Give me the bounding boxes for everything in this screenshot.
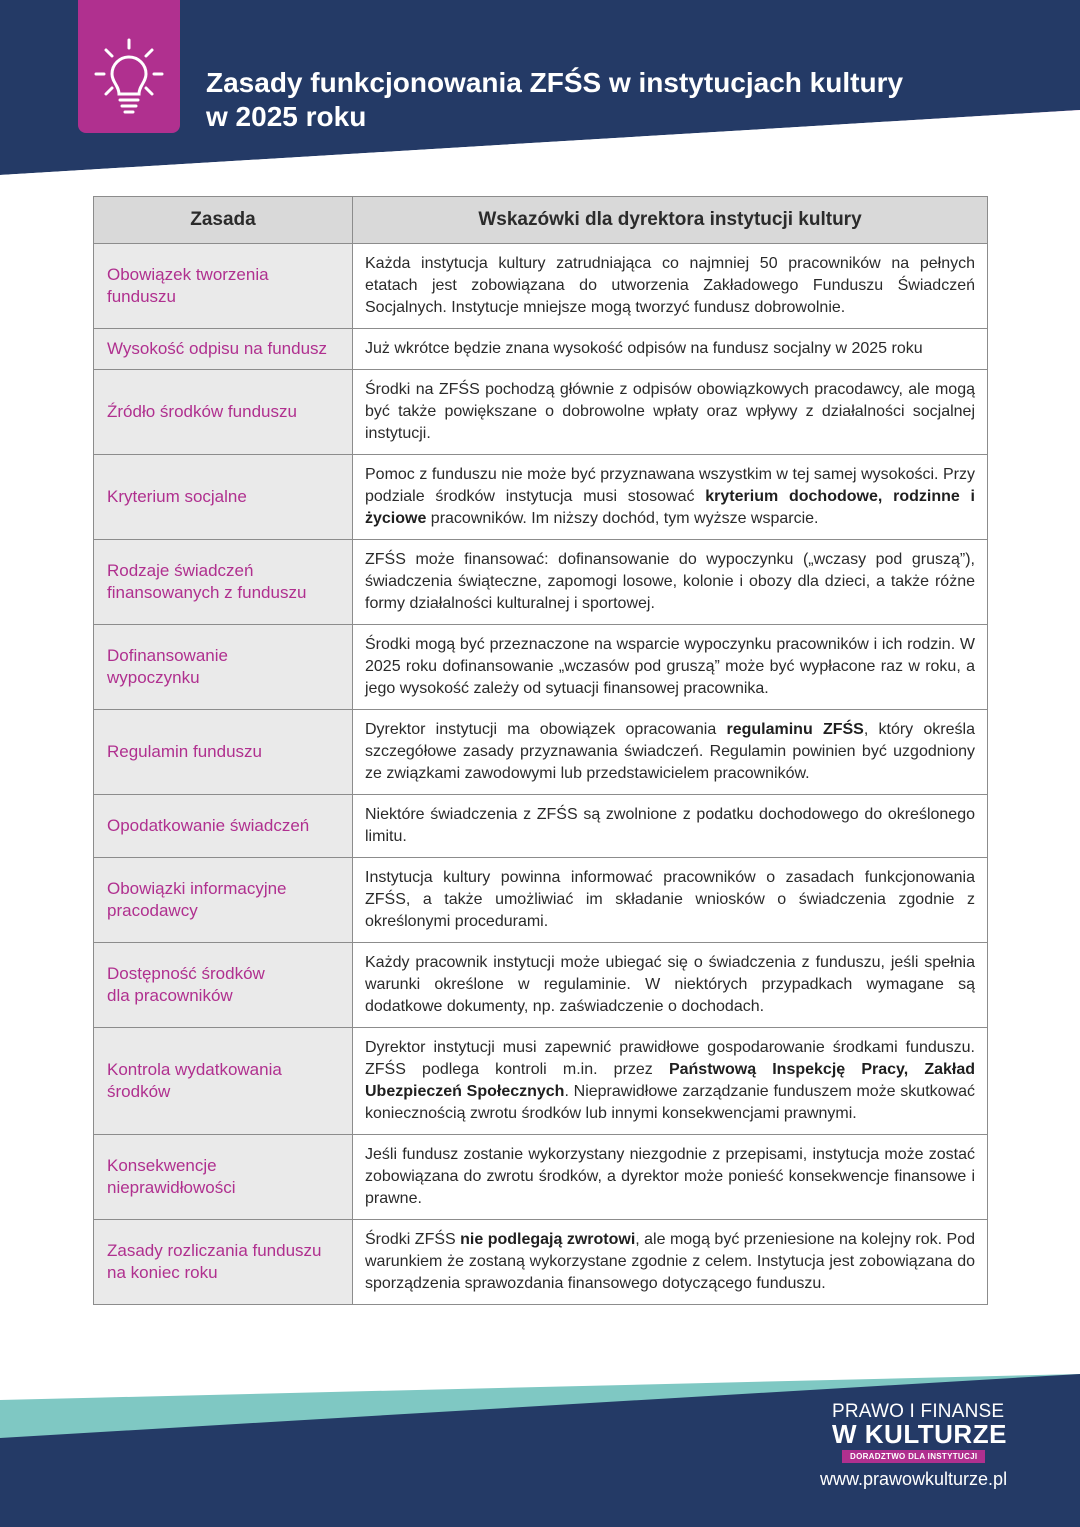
rule-hint [353, 244, 988, 329]
table-row [94, 370, 988, 455]
column-header-hints: Wskazówki dla dyrektora instytucji kultury [353, 197, 988, 244]
rule-hint [353, 455, 988, 540]
hint-text: , ale mogą być przeniesione na kolejny rok. Pod warunkiem że zostaną wykorzystane zgodnie z celem. Instytucja jest zobowiązana do sporządzenia sprawozdania finansowego dotyczącego funduszu. [365, 1231, 976, 1292]
table-row [94, 795, 988, 858]
column-header-rule: Zasada [94, 197, 353, 244]
rules-table [93, 196, 988, 1305]
rule-hint [353, 943, 988, 1028]
rule-name: Zasady rozliczania funduszu na koniec roku [94, 1220, 353, 1305]
hint-text: Każda instytucja kultury zatrudniająca co najmniej 50 pracowników na pełnych etatach jest zobowiązana do utworzenia Zakładowego Funduszu Świadczeń Socjalnych. Instytucje mniejsze mogą tworzyć fundusz dobrowolnie. [365, 255, 975, 316]
rule-name: Wysokość odpisu na fundusz [94, 329, 353, 370]
hint-emphasis: kryterium dochodowe, rodzinne i życiowe [365, 488, 975, 527]
page-title-line2: w 2025 roku [206, 101, 367, 132]
rule-name: Opodatkowanie świadczeń [94, 795, 353, 858]
page-title [206, 66, 926, 134]
logo-line2: W KULTURZE [832, 1419, 1007, 1449]
hint-text: , który określa szczegółowe zasady przyznawania świadczeń. Regulamin powinien być uzgodniony ze związkami zawodowymi lub przedstawicielem pracowników. [365, 721, 975, 782]
table-row [94, 710, 988, 795]
logo-tagline: DORADZTWO DLA INSTYTUCJI [842, 1450, 985, 1463]
header-icon-badge [78, 0, 180, 133]
lightbulb-icon [92, 36, 166, 116]
rule-hint [353, 540, 988, 625]
page-title-line1: Zasady funkcjonowania ZFŚS w instytucjach kultury [206, 67, 904, 98]
hint-text: Środki na ZFŚS pochodzą głównie z odpisów obowiązkowych pracodawcy, ale mogą być także powiększane o dobrowolne wpłaty oraz wpływy z działalności socjalnej instytucji. [365, 381, 975, 442]
rule-hint [353, 858, 988, 943]
hint-text: Środki mogą być przeznaczone na wsparcie wypoczynku pracowników i ich rodzin. W 2025 roku dofinansowanie „wczasów pod gruszą” może być wypłacone raz w roku, a jego wysokość zależy od sytuacji finansowej pracownika. [365, 636, 975, 697]
rule-name: Konsekwencje nieprawidłowości [94, 1135, 353, 1220]
table-row [94, 540, 988, 625]
hint-text: Dyrektor instytucji ma obowiązek opracowania [365, 721, 727, 738]
rule-hint [353, 625, 988, 710]
table-row [94, 858, 988, 943]
rule-hint [353, 1028, 988, 1135]
hint-emphasis: nie podlegają zwrotowi [460, 1231, 636, 1248]
hint-text: Pomoc z funduszu nie może być przyznawana wszystkim w tej samej wysokości. Przy podziale środków instytucja musi stosować [365, 466, 975, 505]
website-link[interactable]: www.prawowkulturze.pl [820, 1469, 1008, 1489]
rule-hint [353, 795, 988, 858]
hint-text: pracowników. Im niższy dochód, tym wyższe wsparcie. [426, 510, 819, 527]
rule-name: Kryterium socjalne [94, 455, 353, 540]
rule-hint [353, 329, 988, 370]
rule-name: Rodzaje świadczeń finansowanych z funduszu [94, 540, 353, 625]
table-row [94, 943, 988, 1028]
hint-text: . Nieprawidłowe zarządzanie funduszem może skutkować koniecznością zwrotu środków lub innymi konsekwencjami prawnymi. [365, 1083, 976, 1122]
rule-name: Obowiązki informacyjne pracodawcy [94, 858, 353, 943]
table-row [94, 1135, 988, 1220]
logo-line1: PRAWO I FINANSE [832, 1401, 1005, 1422]
rule-hint [353, 1135, 988, 1220]
rule-name: Dostępność środków dla pracowników [94, 943, 353, 1028]
hint-text: Już wkrótce będzie znana wysokość odpisów na fundusz socjalny w 2025 roku [365, 340, 923, 357]
table-body [94, 244, 988, 1305]
hint-text: ZFŚS może finansować: dofinansowanie do wypoczynku („wczasy pod gruszą”), świadczenia świąteczne, zapomogi losowe, kolonie i obozy dla dzieci, a także różne formy działalności kulturalnej i sportowej. [365, 551, 975, 612]
rule-name: Kontrola wydatkowania środków [94, 1028, 353, 1135]
table-row [94, 244, 988, 329]
table-row [94, 455, 988, 540]
hint-text: Niektóre świadczenia z ZFŚS są zwolnione z podatku dochodowego do określonego limitu. [365, 806, 975, 845]
hint-text: Środki ZFŚS [365, 1231, 461, 1248]
rule-hint [353, 710, 988, 795]
rule-hint [353, 1220, 988, 1305]
table-row [94, 1220, 988, 1305]
table-row [94, 329, 988, 370]
table-row [94, 625, 988, 710]
table-header-row [94, 197, 988, 244]
table-row [94, 1028, 988, 1135]
hint-text: Dyrektor instytucji musi zapewnić prawidłowe gospodarowanie środkami funduszu. ZFŚS podlega kontroli m.in. przez [365, 1039, 975, 1078]
hint-text: Instytucja kultury powinna informować pracowników o zasadach funkcjonowania ZFŚS, a także umożliwiać im składanie wniosków o świadczenia zgodnie z określonymi procedurami. [365, 869, 975, 930]
rule-name: Regulamin funduszu [94, 710, 353, 795]
brand-logo [832, 1402, 1008, 1464]
rule-name: Źródło środków funduszu [94, 370, 353, 455]
rule-name: Obowiązek tworzenia funduszu [94, 244, 353, 329]
rule-hint [353, 370, 988, 455]
rule-name: Dofinansowanie wypoczynku [94, 625, 353, 710]
hint-emphasis: regulaminu ZFŚS [726, 721, 864, 738]
hint-text: Każdy pracownik instytucji może ubiegać się o świadczenia z funduszu, jeśli spełnia warunki określone w regulaminie. W niektórych przypadkach wymagane są dodatkowe dokumenty, np. zaświadczenie o dochodach. [365, 954, 975, 1015]
hint-text: Jeśli fundusz zostanie wykorzystany niezgodnie z przepisami, instytucja może zostać zobowiązana do zwrotu środków, a dyrektor może ponieść konsekwencje finansowe i prawne. [365, 1146, 975, 1207]
hint-emphasis: Państwową Inspekcję Pracy, Zakład Ubezpieczeń Społecznych [365, 1061, 975, 1100]
